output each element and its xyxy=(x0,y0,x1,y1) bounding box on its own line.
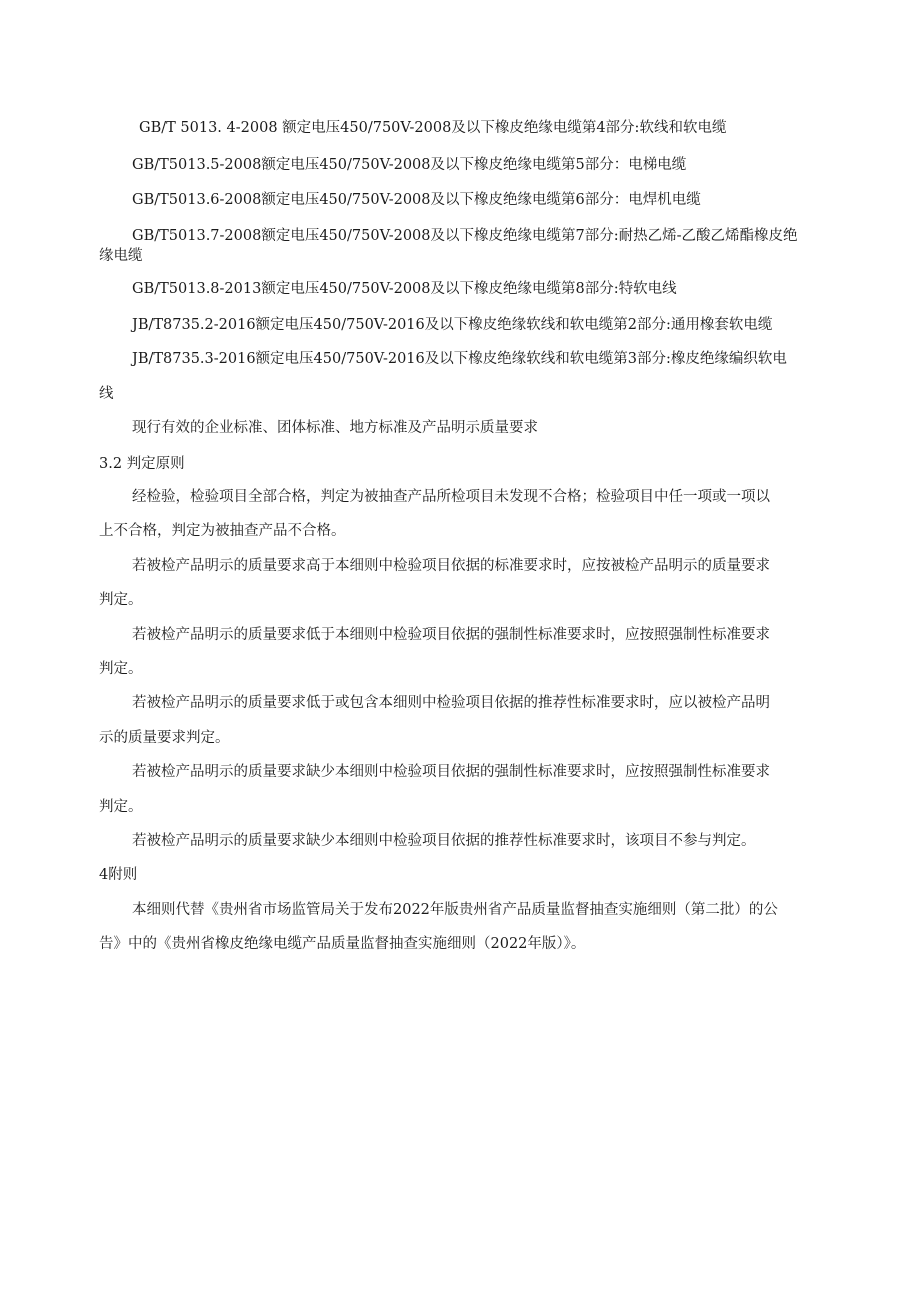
standard-line: 现行有效的企业标准、团体标准、地方标准及产品明示质量要求 xyxy=(132,420,538,436)
paragraph-line: 判定。 xyxy=(99,799,143,815)
standard-line-continuation: 缘电缆 xyxy=(99,248,143,264)
paragraph-line: 若被检产品明示的质量要求低于本细则中检验项目依据的强制性标准要求时，应按照强制性标准要求 xyxy=(132,627,770,643)
paragraph-line: 判定。 xyxy=(99,592,143,608)
standard-line: JB/T8735.3-2016额定电压450/750V-2016及以下橡皮绝缘软线和软电缆第3部分:橡皮绝缘编织软电 xyxy=(132,351,787,367)
standard-line: GB/T5013.6-2008额定电压450/750V-2008及以下橡皮绝缘电缆第6部分：电焊机电缆 xyxy=(132,192,701,208)
paragraph-line: 经检验，检验项目全部合格，判定为被抽查产品所检项目未发现不合格；检验项目中任一项或一项以 xyxy=(132,489,770,505)
section-heading-3-2: 3.2 判定原则 xyxy=(99,456,185,472)
paragraph-line: 若被检产品明示的质量要求缺少本细则中检验项目依据的推荐性标准要求时，该项目不参与判定。 xyxy=(132,833,756,849)
paragraph-line: 告》中的《贵州省橡皮绝缘电缆产品质量监督抽查实施细则（2022年版）》。 xyxy=(99,936,586,952)
standard-line: JB/T8735.2-2016额定电压450/750V-2016及以下橡皮绝缘软线和软电缆第2部分:通用橡套软电缆 xyxy=(132,317,773,333)
paragraph-line: 本细则代替《贵州省市场监管局关于发布2022年版贵州省产品质量监督抽查实施细则（第二批）的公 xyxy=(132,902,778,918)
standard-line-continuation: 线 xyxy=(99,386,114,402)
paragraph-line: 上不合格，判定为被抽查产品不合格。 xyxy=(99,523,346,539)
section-heading-4: 4附则 xyxy=(99,867,138,883)
standard-line: GB/T 5013. 4-2008 额定电压450/750V-2008及以下橡皮绝缘电缆第4部分:软线和软电缆 xyxy=(139,120,727,136)
standard-line: GB/T5013.5-2008额定电压450/750V-2008及以下橡皮绝缘电缆第5部分：电梯电缆 xyxy=(132,157,687,173)
standard-line: GB/T5013.8-2013额定电压450/750V-2008及以下橡皮绝缘电缆第8部分:特软电线 xyxy=(132,281,677,297)
paragraph-line: 判定。 xyxy=(99,661,143,677)
standard-line: GB/T5013.7-2008额定电压450/750V-2008及以下橡皮绝缘电缆第7部分:耐热乙烯-乙酸乙烯酯橡皮绝 xyxy=(132,228,798,244)
paragraph-line: 若被检产品明示的质量要求高于本细则中检验项目依据的标准要求时，应按被检产品明示的质量要求 xyxy=(132,558,770,574)
paragraph-line: 若被检产品明示的质量要求低于或包含本细则中检验项目依据的推荐性标准要求时，应以被检产品明 xyxy=(132,695,770,711)
paragraph-line: 若被检产品明示的质量要求缺少本细则中检验项目依据的强制性标准要求时，应按照强制性标准要求 xyxy=(132,764,770,780)
paragraph-line: 示的质量要求判定。 xyxy=(99,730,230,746)
